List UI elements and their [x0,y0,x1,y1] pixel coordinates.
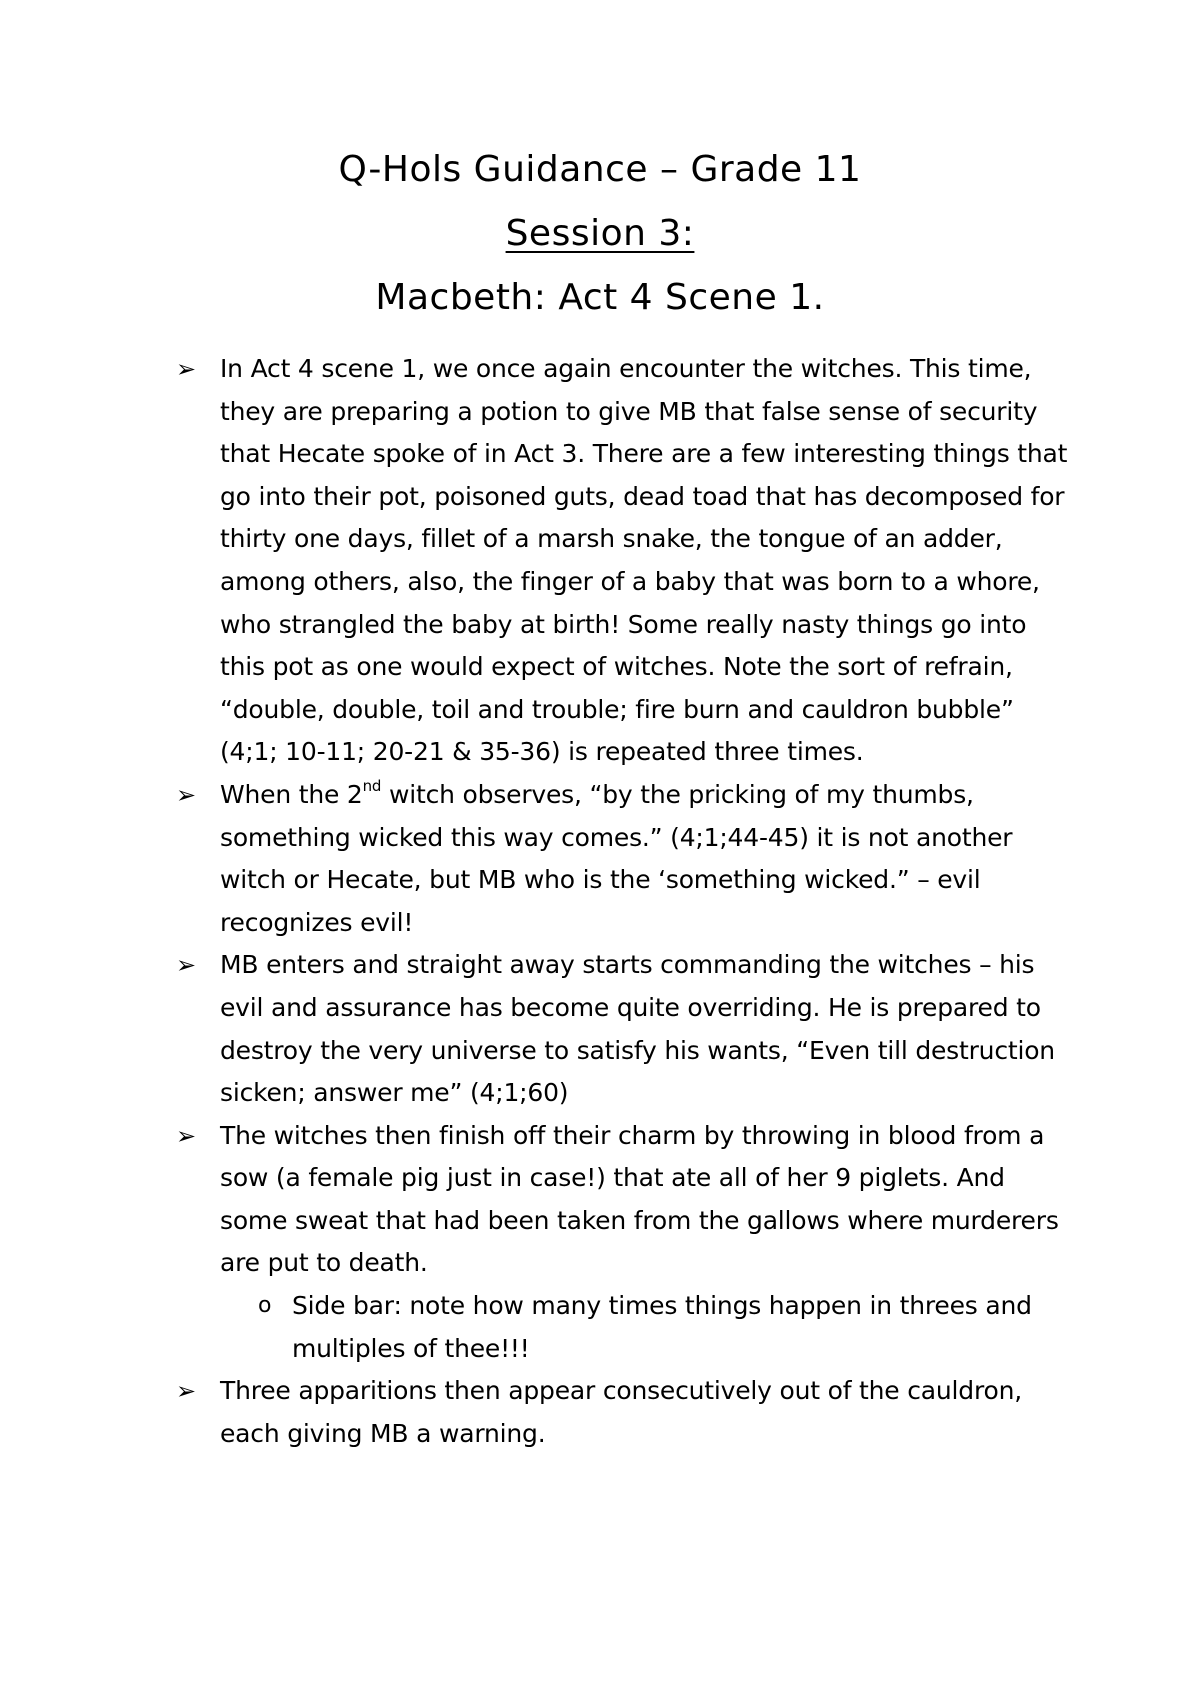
bullet-text: In Act 4 scene 1, we once again encounter the witches. This time, they are preparing a potion to give MB that false sense of security that Hecate spoke of in Act 3. There are a few interesting things that go into their pot, poisoned guts, dead toad that has decomposed for thirty one days, fillet of a marsh snake, the tongue of an adder, among others, also, the finger of a baby that was born to a whore, who strangled the baby at birth! Some really nasty things go into this pot as one would expect of witches. Note the sort of refrain, “double, double, toil and trouble; fire burn and cauldron bubble” (4;1; 10-11; 20-21 & 35-36) is repeated three times. [220,354,1068,767]
session-heading: Session 3: [505,213,695,254]
list-item [174,1370,1074,1455]
arrow-bullet-icon: ➢ [176,1377,196,1406]
title-block [0,138,1200,330]
bullet-text [220,776,1013,937]
bullet-text: The witches then finish off their charm by throwing in blood from a sow (a female pig just in case!) that ate all of her 9 piglets. And some sweat that had been taken from the gallows where murderers are put to death. [220,1120,1059,1278]
arrow-bullet-icon: ➢ [176,355,196,383]
sub-list-item [174,1285,1074,1370]
document-title: Q-Hols Guidance – Grade 11 [338,149,862,190]
bullet-list [174,348,1074,1455]
arrow-bullet-icon: ➢ [176,780,196,809]
list-item [174,944,1074,1114]
list-item [174,348,1074,774]
bullet-text: Three apparitions then appear consecutively out of the cauldron, each giving MB a warning. [220,1376,1022,1448]
bullet-text-part: When the 2 [220,779,363,809]
circle-bullet-icon: o [258,1293,272,1319]
list-item [174,1115,1074,1285]
arrow-bullet-icon: ➢ [176,1121,196,1150]
document-subtitle: Macbeth: Act 4 Scene 1. [375,277,825,318]
sub-bullet-text: Side bar: note how many times things happen in threes and multiples of thee!!! [292,1291,1032,1363]
bullet-text-part: witch observes, “by the pricking of my thumbs, something wicked this way comes.” (4;1;44-45) it is not another witch or Hecate, but MB who is the ‘something wicked.” – evil recognizes evil! [220,779,1013,937]
arrow-bullet-icon: ➢ [176,951,196,980]
list-item [174,774,1074,944]
bullet-text: MB enters and straight away starts commanding the witches – his evil and assurance has become quite overriding. He is prepared to destroy the very universe to satisfy his wants, “Even till destruction sicken; answer me” (4;1;60) [220,950,1055,1108]
ordinal-superscript: nd [362,776,382,795]
